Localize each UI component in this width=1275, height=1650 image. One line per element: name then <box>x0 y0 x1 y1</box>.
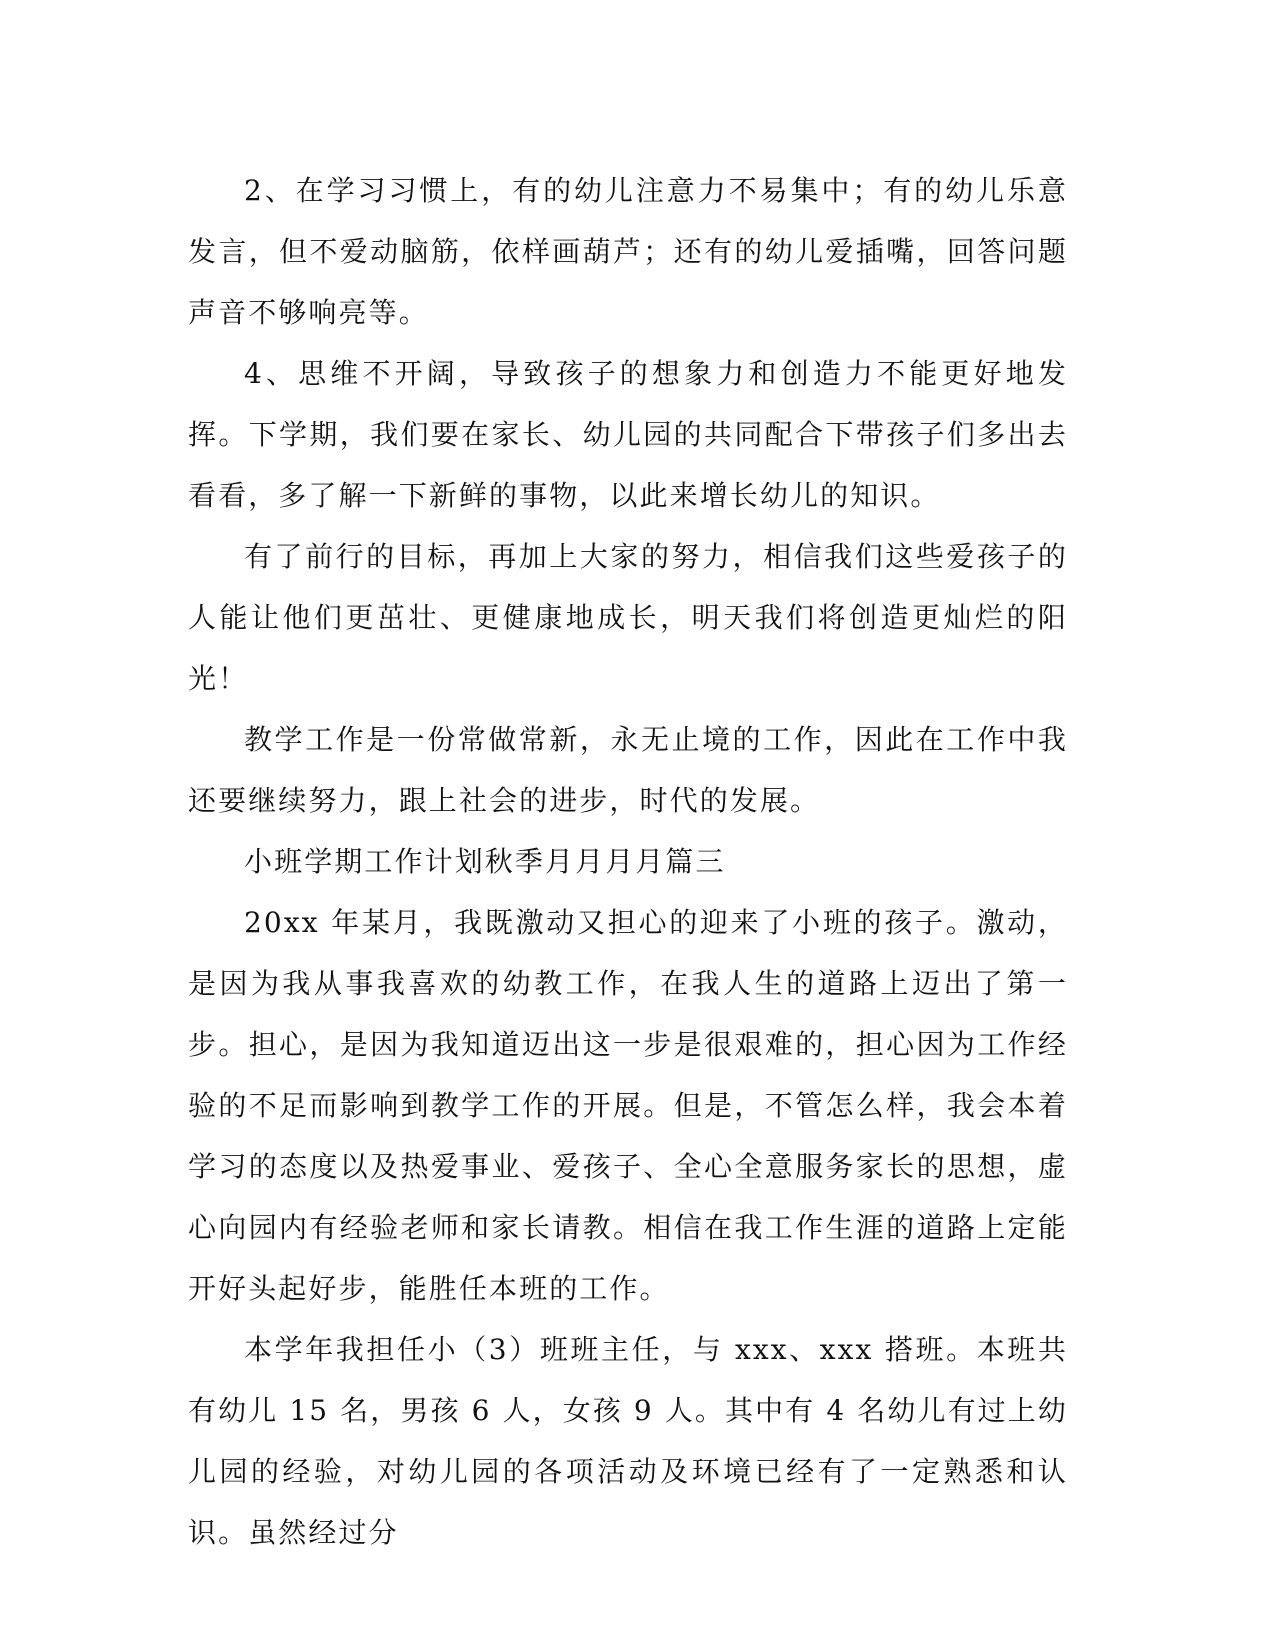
paragraph-introduction: 20xx 年某月，我既激动又担心的迎来了小班的孩子。激动，是因为我从事我喜欢的幼教工作，在我人生的道路上迈出了第一步。担心，是因为我知道迈出这一步是很艰难的，担心因为工作经验的不足而影响到教学工作的开展。但是，不管怎么样，我会本着学习的态度以及热爱事业、爱孩子、全心全意服务家长的思想，虚心向园内有经验老师和家长请教。相信在我工作生涯的道路上定能开好头起好步，能胜任本班的工作。 <box>188 906 1068 1305</box>
paragraph-learning-habits: 2、在学习习惯上，有的幼儿注意力不易集中；有的幼儿乐意发言，但不爱动脑筋，依样画葫芦；还有的幼儿爱插嘴，回答问题声音不够响亮等。 <box>188 174 1068 329</box>
document-body <box>188 160 1068 1563</box>
paragraph-class-info: 本学年我担任小（3）班班主任，与 xxx、xxx 搭班。本班共有幼儿 15 名，男孩 6 人，女孩 9 人。其中有 4 名幼儿有过上幼儿园的经验，对幼儿园的各项活动及环境已经有了一定熟悉和认识。虽然经过分 <box>188 1333 1068 1549</box>
paragraph-teaching-work: 教学工作是一份常做常新，永无止境的工作，因此在工作中我还要继续努力，跟上社会的进步，时代的发展。 <box>188 723 1068 817</box>
paragraph-thinking: 4、思维不开阔，导致孩子的想象力和创造力不能更好地发挥。下学期，我们要在家长、幼儿园的共同配合下带孩子们多出去看看，多了解一下新鲜的事物，以此来增长幼儿的知识。 <box>188 357 1068 512</box>
paragraph-goal: 有了前行的目标，再加上大家的努力，相信我们这些爱孩子的人能让他们更茁壮、更健康地成长，明天我们将创造更灿烂的阳光！ <box>188 540 1068 695</box>
section-heading: 小班学期工作计划秋季月月月月篇三 <box>244 845 726 878</box>
